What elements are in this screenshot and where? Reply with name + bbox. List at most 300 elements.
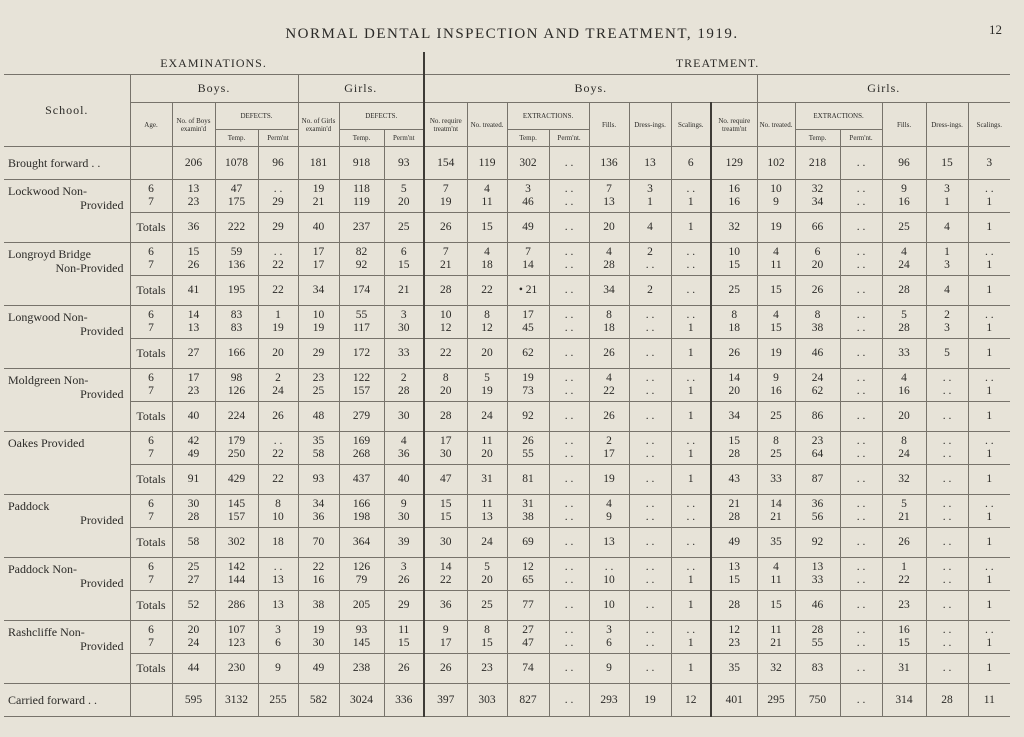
data-cell: 1 — [968, 654, 1010, 684]
data-cell: 44 — [172, 654, 215, 684]
data-cell: . . . . — [926, 432, 968, 465]
summary-row — [4, 684, 1010, 717]
girls-defects-perm-header: Perm'nt — [384, 130, 424, 147]
girls-ext-temp-header: Temp. — [795, 130, 840, 147]
data-cell: 29 — [298, 339, 339, 369]
data-cell: 74 — [507, 654, 549, 684]
data-cell: 7 19 — [424, 180, 467, 213]
data-cell: . . — [629, 465, 671, 495]
data-cell: 8 10 — [258, 495, 298, 528]
school-name-line: Lockwood Non- — [8, 184, 87, 198]
data-cell: 26 — [589, 339, 629, 369]
data-cell: 26 — [589, 402, 629, 432]
data-cell: 13 33 — [795, 558, 840, 591]
data-cell: . . 1 — [671, 369, 711, 402]
school-name-line: Carried forward . . — [8, 693, 97, 707]
data-cell: 34 — [298, 276, 339, 306]
data-cell: 8 18 — [711, 306, 757, 339]
totals-label: Totals — [130, 276, 172, 306]
totals-label: Totals — [130, 465, 172, 495]
data-cell: 42 49 — [172, 432, 215, 465]
age-cell: 6 7 — [130, 369, 172, 402]
data-cell: 582 — [298, 684, 339, 717]
data-cell: . . — [840, 213, 882, 243]
data-cell: 5 — [926, 339, 968, 369]
data-cell: 33 — [882, 339, 926, 369]
data-cell: . . 22 — [258, 432, 298, 465]
data-cell: 38 — [298, 591, 339, 621]
data-cell: 3 — [968, 147, 1010, 180]
totals-label: Totals — [130, 402, 172, 432]
data-cell: . . . . — [926, 495, 968, 528]
data-cell: 14 13 — [172, 306, 215, 339]
data-cell: . . 1 — [671, 180, 711, 213]
school-name-line: Paddock Non- — [8, 562, 77, 576]
data-cell: 13 15 — [711, 558, 757, 591]
data-cell: 31 — [467, 465, 507, 495]
data-cell: . . — [840, 528, 882, 558]
age-header: Age. — [130, 103, 172, 147]
data-cell: 14 21 — [757, 495, 795, 528]
data-cell: 179 250 — [215, 432, 258, 465]
data-cell: 29 — [384, 591, 424, 621]
data-cell: 142 144 — [215, 558, 258, 591]
data-cell: 19 — [757, 213, 795, 243]
boys-examined-header: No. of Boys examin'd — [172, 103, 215, 147]
inspection-table — [4, 52, 1010, 717]
data-cell: 302 — [215, 528, 258, 558]
data-cell: 4 28 — [589, 243, 629, 276]
data-cell: 25 — [384, 213, 424, 243]
data-cell: 8 38 — [795, 306, 840, 339]
data-cell: 40 — [384, 465, 424, 495]
data-cell: 437 — [339, 465, 384, 495]
data-cell: 34 — [589, 276, 629, 306]
data-cell: 13 — [589, 528, 629, 558]
data-cell: 15 — [757, 591, 795, 621]
data-cell: 364 — [339, 528, 384, 558]
data-cell: 429 — [215, 465, 258, 495]
data-cell: 10 9 — [757, 180, 795, 213]
school-name-line: Brought forward . . — [8, 156, 101, 170]
data-cell: 1 — [968, 339, 1010, 369]
data-cell: 169 268 — [339, 432, 384, 465]
data-cell: 238 — [339, 654, 384, 684]
data-cell: . . . . — [549, 495, 589, 528]
data-cell: . . . . — [549, 621, 589, 654]
data-cell: . . — [549, 339, 589, 369]
data-cell: 1 — [968, 528, 1010, 558]
data-cell: 33 — [384, 339, 424, 369]
school-name-line: Longroyd Bridge — [8, 247, 91, 261]
data-cell: 14 22 — [424, 558, 467, 591]
data-cell: 46 — [795, 591, 840, 621]
data-cell: . . 1 — [968, 243, 1010, 276]
data-cell: 2 3 — [926, 306, 968, 339]
data-cell: 22 — [467, 276, 507, 306]
data-cell: 126 79 — [339, 558, 384, 591]
data-cell: 26 — [711, 339, 757, 369]
girls-dressings-header: Dress-ings. — [926, 103, 968, 147]
boys-dressings-header: Dress-ings. — [629, 103, 671, 147]
totals-row — [4, 528, 1010, 558]
data-cell: 237 — [339, 213, 384, 243]
data-cell: 17 23 — [172, 369, 215, 402]
data-cell: . . — [926, 402, 968, 432]
data-cell: 9 17 — [424, 621, 467, 654]
data-cell: 314 — [882, 684, 926, 717]
data-cell: 15 26 — [172, 243, 215, 276]
data-cell: 87 — [795, 465, 840, 495]
data-cell: 6 15 — [384, 243, 424, 276]
data-cell: 10 — [589, 591, 629, 621]
data-cell: . . 1 — [968, 495, 1010, 528]
data-cell: 1 — [968, 402, 1010, 432]
section-header-row — [4, 52, 1010, 75]
boys-treated-header: No. treated. — [467, 103, 507, 147]
data-cell: 11 20 — [467, 432, 507, 465]
data-cell: 81 — [507, 465, 549, 495]
data-cell: 49 — [711, 528, 757, 558]
data-cell: 28 — [882, 276, 926, 306]
school-name-line: Moldgreen Non- — [8, 373, 89, 387]
data-cell: 98 126 — [215, 369, 258, 402]
data-cell: 8 24 — [882, 432, 926, 465]
school-name-line-2: Provided — [80, 639, 124, 653]
boys-defects-temp-header: Temp. — [215, 130, 258, 147]
data-cell: 36 56 — [795, 495, 840, 528]
school-row — [4, 432, 1010, 465]
age-cell: 6 7 — [130, 243, 172, 276]
data-cell: 22 — [424, 339, 467, 369]
data-cell: . . 1 — [671, 621, 711, 654]
data-cell: 6 20 — [795, 243, 840, 276]
data-cell: 27 — [172, 339, 215, 369]
age-cell: 6 7 — [130, 306, 172, 339]
data-cell: 1 3 — [926, 243, 968, 276]
school-name — [4, 558, 130, 621]
data-cell: . . — [629, 591, 671, 621]
data-cell: 107 123 — [215, 621, 258, 654]
data-cell: 145 157 — [215, 495, 258, 528]
data-cell: 918 — [339, 147, 384, 180]
data-cell: . . — [549, 402, 589, 432]
data-cell: 4 36 — [384, 432, 424, 465]
data-cell: 3 46 — [507, 180, 549, 213]
data-cell: 9 16 — [757, 369, 795, 402]
school-name — [4, 684, 130, 717]
data-cell: 4 11 — [757, 243, 795, 276]
data-cell: . . 1 — [968, 432, 1010, 465]
data-cell: 293 — [589, 684, 629, 717]
boys-examined-group: Boys. — [130, 75, 298, 103]
data-cell: 40 — [172, 402, 215, 432]
data-cell: 35 — [757, 528, 795, 558]
data-cell: 205 — [339, 591, 384, 621]
data-cell: . . 29 — [258, 180, 298, 213]
data-cell: 1 — [671, 402, 711, 432]
data-cell: 119 — [467, 147, 507, 180]
data-cell: 1 — [671, 339, 711, 369]
data-cell: 27 47 — [507, 621, 549, 654]
data-cell: 93 — [298, 465, 339, 495]
data-cell: 32 — [882, 465, 926, 495]
data-cell: . . . . — [840, 432, 882, 465]
data-cell: 1 19 — [258, 306, 298, 339]
school-name-line-2: Provided — [80, 513, 124, 527]
boys-ext-perm-header: Perm'nt. — [549, 130, 589, 147]
data-cell: 5 21 — [882, 495, 926, 528]
data-cell: 19 21 — [298, 180, 339, 213]
data-cell: 166 198 — [339, 495, 384, 528]
summary-row — [4, 147, 1010, 180]
boys-extractions-header: EXTRACTIONS. — [507, 103, 589, 130]
data-cell: 35 58 — [298, 432, 339, 465]
data-cell: 26 55 — [507, 432, 549, 465]
girls-require-header: No. require treatm'nt — [711, 103, 757, 147]
data-cell: 28 55 — [795, 621, 840, 654]
data-cell: 19 30 — [298, 621, 339, 654]
data-cell: 12 23 — [711, 621, 757, 654]
data-cell: 16 15 — [882, 621, 926, 654]
school-name-line-2: Provided — [80, 198, 124, 212]
data-cell: 19 73 — [507, 369, 549, 402]
data-cell: . . . . — [549, 243, 589, 276]
totals-label: Totals — [130, 654, 172, 684]
data-cell: 4 16 — [882, 369, 926, 402]
data-cell: . . — [840, 591, 882, 621]
data-cell: 28 — [424, 276, 467, 306]
data-cell: 32 — [711, 213, 757, 243]
data-cell: 20 — [467, 339, 507, 369]
data-cell: . . 1 — [671, 558, 711, 591]
data-cell: 11 13 — [467, 495, 507, 528]
data-cell: 86 — [795, 402, 840, 432]
data-cell: . . 1 — [968, 180, 1010, 213]
totals-row — [4, 276, 1010, 306]
data-cell: . . . . — [629, 369, 671, 402]
data-cell: 34 — [711, 402, 757, 432]
data-cell: 26 — [795, 276, 840, 306]
data-cell: . . . . — [840, 180, 882, 213]
data-cell: 20 24 — [172, 621, 215, 654]
data-cell: 23 — [467, 654, 507, 684]
examinations-section-title: EXAMINATIONS. — [4, 52, 424, 75]
data-cell: 21 — [384, 276, 424, 306]
data-cell: . . — [549, 465, 589, 495]
data-cell: 26 — [258, 402, 298, 432]
data-cell: . . 13 — [258, 558, 298, 591]
data-cell: 23 25 — [298, 369, 339, 402]
data-cell: . . 1 — [968, 306, 1010, 339]
data-cell: 1 — [968, 213, 1010, 243]
data-cell: . . 1 — [968, 621, 1010, 654]
data-cell: 70 — [298, 528, 339, 558]
girls-examined-header: No. of Girls examin'd — [298, 103, 339, 147]
data-cell: 96 — [882, 147, 926, 180]
data-cell: 154 — [424, 147, 467, 180]
data-cell: . . . . — [926, 621, 968, 654]
data-cell: 6 — [671, 147, 711, 180]
data-cell: . . — [671, 276, 711, 306]
data-cell: 3 6 — [258, 621, 298, 654]
data-cell: 118 119 — [339, 180, 384, 213]
school-name-line-2: Provided — [80, 576, 124, 590]
data-cell: 5 19 — [467, 369, 507, 402]
totals-label: Totals — [130, 591, 172, 621]
totals-row — [4, 591, 1010, 621]
data-cell: 12 65 — [507, 558, 549, 591]
group-header-row — [4, 75, 1010, 103]
data-cell: 22 — [258, 276, 298, 306]
age-cell — [130, 147, 172, 180]
data-cell: . . — [926, 591, 968, 621]
data-cell: 58 — [172, 528, 215, 558]
inspection-table-wrapper — [4, 52, 1010, 717]
data-cell: 28 — [424, 402, 467, 432]
data-cell: 4 — [926, 213, 968, 243]
data-cell: 303 — [467, 684, 507, 717]
data-cell: . . . . — [840, 495, 882, 528]
data-cell: 4 15 — [757, 306, 795, 339]
page-title: NORMAL DENTAL INSPECTION AND TREATMENT, 1919. — [285, 26, 739, 42]
data-cell: 174 — [339, 276, 384, 306]
data-cell: 595 — [172, 684, 215, 717]
data-cell: . . 1 — [671, 432, 711, 465]
data-cell: 10 15 — [711, 243, 757, 276]
data-cell: 9 30 — [384, 495, 424, 528]
data-cell: 7 21 — [424, 243, 467, 276]
school-name-line: Oakes Provided — [8, 436, 85, 450]
data-cell: 4 11 — [757, 558, 795, 591]
data-cell: 92 — [795, 528, 840, 558]
data-cell: 22 — [258, 465, 298, 495]
data-cell: . . . . — [629, 558, 671, 591]
data-cell: 92 — [507, 402, 549, 432]
boys-treatment-group: Boys. — [424, 75, 757, 103]
boys-scalings-header: Scalings. — [671, 103, 711, 147]
data-cell: 302 — [507, 147, 549, 180]
data-cell: 2 17 — [589, 432, 629, 465]
data-cell: 11 15 — [384, 621, 424, 654]
data-cell: . . — [629, 339, 671, 369]
data-cell: 7 13 — [589, 180, 629, 213]
data-cell: 35 — [711, 654, 757, 684]
school-row — [4, 180, 1010, 213]
data-cell: . . . . — [629, 432, 671, 465]
data-cell: 3 1 — [926, 180, 968, 213]
data-cell: 69 — [507, 528, 549, 558]
data-cell: 49 — [507, 213, 549, 243]
totals-row — [4, 213, 1010, 243]
data-cell: 47 — [424, 465, 467, 495]
data-cell: 17 17 — [298, 243, 339, 276]
data-cell: . . 10 — [589, 558, 629, 591]
data-cell: 172 — [339, 339, 384, 369]
data-cell: . . . . — [549, 558, 589, 591]
data-cell: 3 26 — [384, 558, 424, 591]
data-cell: . . . . — [840, 369, 882, 402]
school-name — [4, 243, 130, 306]
data-cell: 279 — [339, 402, 384, 432]
data-cell: 4 11 — [467, 180, 507, 213]
totals-label: Totals — [130, 528, 172, 558]
data-cell: . . . . — [629, 306, 671, 339]
data-cell: 46 — [795, 339, 840, 369]
age-cell: 6 7 — [130, 558, 172, 591]
data-cell: . . . . — [549, 432, 589, 465]
data-cell: 25 — [757, 402, 795, 432]
data-cell: 19 — [757, 339, 795, 369]
data-cell: 40 — [298, 213, 339, 243]
school-name — [4, 180, 130, 243]
data-cell: 5 28 — [882, 306, 926, 339]
data-cell: 397 — [424, 684, 467, 717]
data-cell: 4 24 — [882, 243, 926, 276]
girls-fills-header: Fills. — [882, 103, 926, 147]
data-cell: . . — [549, 528, 589, 558]
data-cell: 93 — [384, 147, 424, 180]
data-cell: 2 . . — [629, 243, 671, 276]
data-cell: 32 — [757, 654, 795, 684]
girls-treated-header: No. treated. — [757, 103, 795, 147]
data-cell: 181 — [298, 147, 339, 180]
data-cell: 827 — [507, 684, 549, 717]
data-cell: 43 — [711, 465, 757, 495]
data-cell: . . — [840, 339, 882, 369]
data-cell: 224 — [215, 402, 258, 432]
data-cell: 83 83 — [215, 306, 258, 339]
school-row — [4, 243, 1010, 276]
data-cell: 30 28 — [172, 495, 215, 528]
data-cell: 25 — [711, 276, 757, 306]
data-cell: 1 — [671, 591, 711, 621]
data-cell: 24 — [467, 402, 507, 432]
school-name-line: Longwood Non- — [8, 310, 88, 324]
data-cell: 1 — [671, 213, 711, 243]
data-cell: 26 — [882, 528, 926, 558]
data-cell: 20 — [589, 213, 629, 243]
data-cell: . . — [629, 654, 671, 684]
data-cell: 25 — [882, 213, 926, 243]
age-cell: 6 7 — [130, 180, 172, 213]
data-cell: 83 — [795, 654, 840, 684]
data-cell: 401 — [711, 684, 757, 717]
data-cell: 19 — [589, 465, 629, 495]
data-cell: 49 — [298, 654, 339, 684]
data-cell: 1 — [968, 276, 1010, 306]
data-cell: 195 — [215, 276, 258, 306]
data-cell: 230 — [215, 654, 258, 684]
school-row — [4, 306, 1010, 339]
data-cell: . . — [629, 528, 671, 558]
data-cell: 8 25 — [757, 432, 795, 465]
data-cell: . . — [549, 591, 589, 621]
data-cell: 30 — [424, 528, 467, 558]
data-cell: . . . . — [926, 558, 968, 591]
school-name — [4, 369, 130, 432]
data-cell: 750 — [795, 684, 840, 717]
data-cell: 122 157 — [339, 369, 384, 402]
data-cell: 59 136 — [215, 243, 258, 276]
data-cell: 336 — [384, 684, 424, 717]
data-cell: 8 18 — [589, 306, 629, 339]
data-cell: 55 117 — [339, 306, 384, 339]
data-cell: 26 — [424, 654, 467, 684]
data-cell: 13 23 — [172, 180, 215, 213]
data-cell: 17 45 — [507, 306, 549, 339]
data-cell: 36 — [172, 213, 215, 243]
